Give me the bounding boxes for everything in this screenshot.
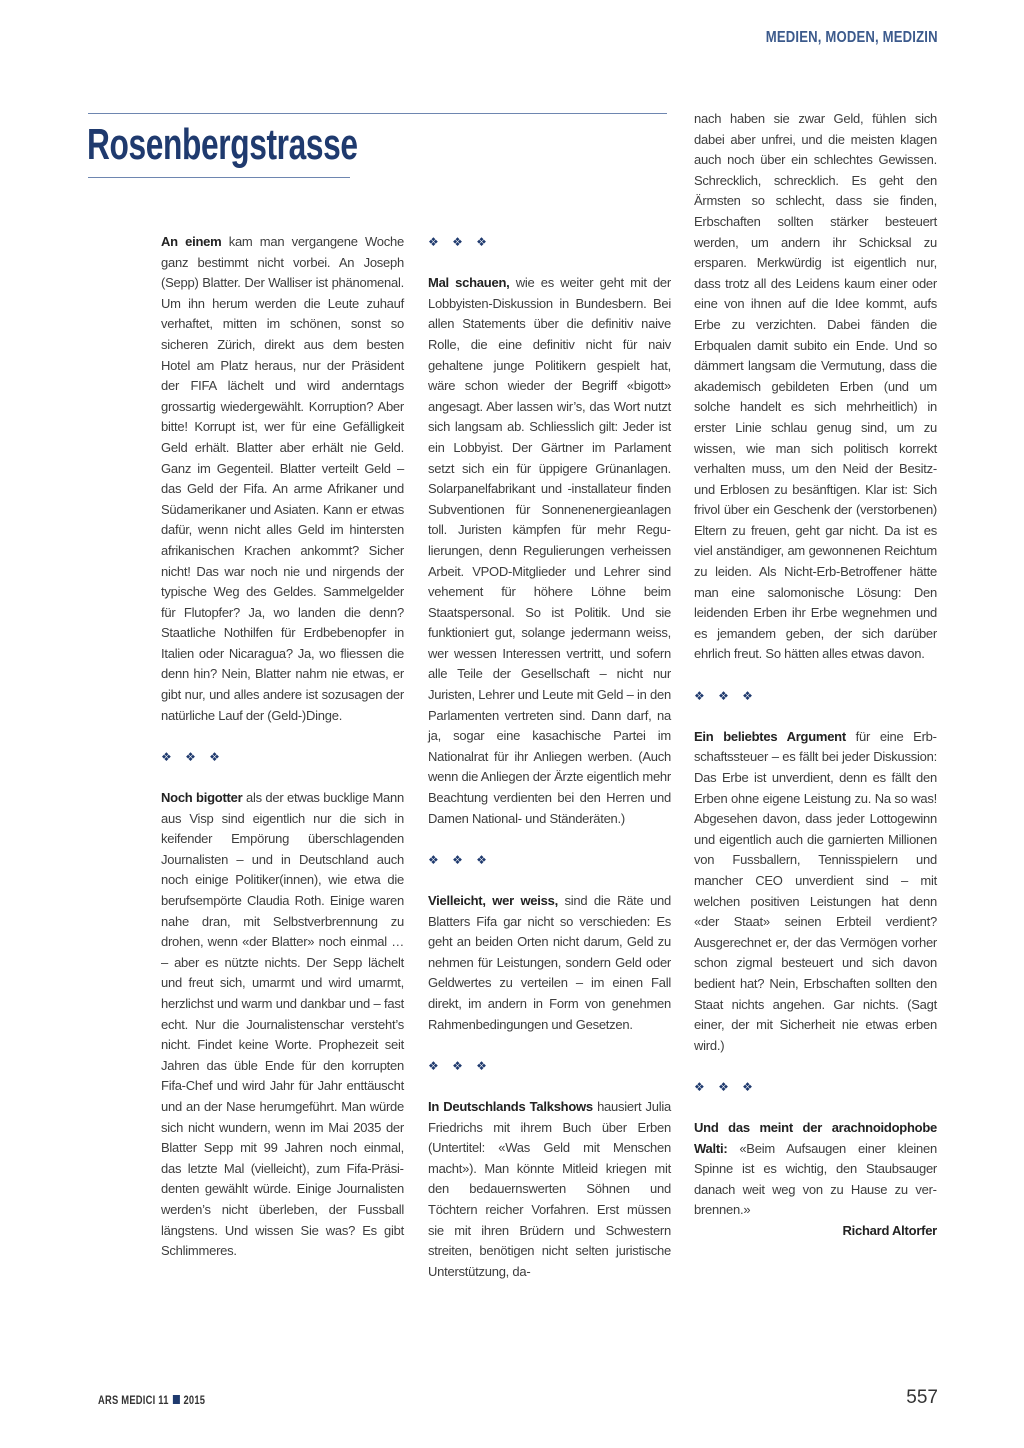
- column-2: [428, 232, 671, 1282]
- paragraph-lead: An einem: [161, 234, 222, 249]
- paragraph: [428, 891, 671, 1035]
- paragraph-text: kam man vergangene Woche ganz bestimmt nicht vorbei. An Joseph (Sepp) Blatter. Der Walliser ist phänomenal. Um ihn herum werden die Leute zuhauf verhaftet, mitten im schönen, sonst so sicheren Zürich, direkt aus dem besten Hotel am Platz heraus, nur der Präsident der FIFA lächelt und wird anderntags grossartig wiedergewählt. Korruption? Aber bitte! Korrupt ist, wer für eine Gefälligkeit Geld erhält. Blatter aber erhält nie Geld. Ganz im Gegenteil. Blatter verteilt Geld – das Geld der Fifa. An arme Afrikaner und Südamerikaner und Asiaten. Kann er etwas dafür, wenn nicht alles Geld im hintersten afrikanischen Krachen ankommt? Sicher nicht! Das war noch nie und nirgends der typische Weg des Geldes. Sammelgelder für Flutopfer? Ja, wo landen die denn? Staatliche Nothilfen für Erdbebenopfer in Italien oder Nicaragua? Ja, wo fliessen die denn hin? Nein, Blatter nahm nie etwas, er gibt nur, und alles andere ist sozusagen der natürliche Lauf der (Geld-)Dinge.: [161, 234, 404, 723]
- paragraph-text: sind die Räte und Blatters Fifa gar nicht so verschieden: Es geht an beiden Orten nicht darum, Geld zu nehmen für Leistungen, sondern Geld oder Geldwertes zu verteilen – im einen Fall direkt, im andern in Form von genehmen Rahmenbedingungen und Gesetzen.: [428, 893, 672, 1032]
- publication-name: ARS MEDICI 11: [98, 1393, 169, 1407]
- column-3: [694, 109, 937, 1242]
- paragraph: [694, 1118, 937, 1221]
- separator-diamonds-icon: ❖ ❖ ❖: [428, 235, 492, 249]
- paragraph: [161, 232, 404, 726]
- column-1: [161, 232, 404, 1262]
- paragraph-text: «Beim Aufsaugen einer kleinen Spinne ist es wichtig, den Staubsauger danach weit weg von zu Hause zu verbrennen.»: [694, 1140, 937, 1218]
- top-rule: [88, 113, 667, 114]
- separator-diamonds-icon: ❖ ❖ ❖: [694, 1079, 758, 1094]
- spacer: [428, 829, 671, 850]
- paragraph-lead: Ein beliebtes Argument: [694, 728, 846, 744]
- paragraph: [694, 109, 937, 665]
- paragraph: [428, 1097, 671, 1282]
- paragraph-lead: Mal schauen,: [428, 275, 510, 291]
- paragraph-text: hausiert Julia Friedrichs mit ihrem Buch über Erben (Untertitel: «Was Geld mit Menschen macht»). Man könnte Mitleid kriegen mit den bedauernswerten Söhnen und Töchtern reicher Vorfahren. Erst müssen sie mit ihren Brüdern und Schwestern streiten, benötigen nicht selten juristische Unterstützung, da-: [428, 1098, 671, 1279]
- article-title: Rosenbergstrasse: [87, 120, 358, 169]
- paragraph-lead: In Deutschlands Talkshows: [428, 1098, 593, 1114]
- paragraph-lead: Vielleicht, wer weiss,: [428, 893, 558, 908]
- paragraph: [161, 788, 404, 1262]
- separator-diamonds-icon: ❖ ❖ ❖: [694, 688, 758, 703]
- paragraph-text: für eine Erbschaftssteuer – es fällt bei jeder Diskussion: Das Erbe ist unverdient, denn es fällt den Erben ohne eigene Leistung zu. Na so was! Abgesehen davon, dass jeder Lottogewinn und eigentlich auch die garnierten Millionen von Fussballern, Tennisspielern und mancher CEO unverdient sind – mit welchen positiven Leistungen hat denn «der Staat» seinen Erbteil verdient? Ausgerechnet er, der das Vermögen vorher schon zigmal besteuert und sich davon bedient hat? Nein, Erbschaften sollten den Staat nichts angehen. Gar nichts. (Sagt einer, der mit Sicherheit nie etwas erben wird.): [694, 728, 937, 1053]
- publication-year: 2015: [183, 1393, 206, 1407]
- author-byline: Richard Altorfer: [842, 1223, 937, 1239]
- separator-diamonds-icon: ❖ ❖ ❖: [161, 749, 225, 764]
- section-label: MEDIEN, MODEN, MEDIZIN: [766, 29, 938, 46]
- title-underline: [88, 177, 350, 178]
- paragraph: [694, 727, 937, 1057]
- paragraph: [428, 273, 671, 829]
- spacer: [161, 726, 404, 747]
- spacer: [694, 1056, 937, 1077]
- spacer: [428, 1035, 671, 1056]
- separator-diamonds-icon: ❖ ❖ ❖: [428, 1058, 492, 1073]
- paragraph-text: wie es weiter geht mit der Lobbyisten-Diskussion in Bundesbern. Bei allen Statements über die definitiv naive Rolle, die eine definitiv nicht für naiv gehaltene junge Politikern gespielt hat, wäre schon wieder der Begriff «bigott» angesagt. Aber lassen wir’s, das Wort nutzt sich langsam ab. Schliesslich gilt: Jeder ist ein Lobbyist. Der Gärtner im Parlament setzt sich ein für üppigere Grünanlagen. Solarpanelfabrikant und -installateur finden Subventionen für Sonnenenergieanlagen toll. Juristen kämpfen für mehr Regulierungen, denn Regulierungen verheissen Arbeit. VPOD-Mitglieder und Lehrer sind vehement für höhere Löhne beim Staatspersonal. So ist Politik. Und sie funktioniert gut, solange jedermann weiss, wer wessen Interessen vertritt, und sofern alle Teile der Gesellschaft – nicht nur Juristen, Lehrer und Leute mit Geld – in den Parlamenten vertreten sind. Dann darf, na ja, sogar eine kasachische Partei im Nationalrat für ihr Anliegen werben. (Auch wenn die Anliegen der Ärzte eigentlich mehr Beachtung verdienten bei den Herren und Damen National- und Ständeräten.): [428, 275, 671, 826]
- paragraph-text: nach haben sie zwar Geld, fühlen sich dabei aber unfrei, und die meisten klagen auch noch über ein schlechtes Gewissen. Schrecklich, schrecklich. Es geht den Ärmsten so schlecht, dass sie finden, Erbschaften sollten stärker besteuert werden, um andern ihr Schicksal zu ersparen. Merkwürdig ist eigentlich nur, dass trotz all des Leidens kaum einer oder eine von ihnen auf die Idee kommt, aufs Erbe zu verzichten. Dabei fänden die Erbqualen damit subito ein Ende. Und so dämmert langsam die Vermutung, dass die akademisch gebildeten Erben (und um solche handelt es sich mehrheitlich) in erster Linie schlau genug sind, um zu wissen, wie man sich politisch korrekt verhalten muss, um den Neid der Besitz- und Erblosen zu besänftigen. Klar ist: Sich frivol über ein Geschenk der (verstorbenen) Eltern zu freuen, geht gar nicht. Da ist es viel anständiger, am gewonnenen Reichtum zu leiden. Als Nicht-Erb-Betroffener hätte man eine salomonische Lösung: Den leidenden Erben ihr Erbe wegnehmen und es jemandem geben, der sich darüber ehrlich freut. So hätten alles etwas davon.: [694, 111, 937, 662]
- page-number: 557: [906, 1387, 938, 1408]
- footer-publication: [98, 1393, 205, 1407]
- paragraph-text: als der etwas bucklige Mann aus Visp sind eigentlich nur die sich in keifender Empörung überschlagenden Journalisten – und in Deutschland auch noch einige Politiker(innen), wie etwa die berufsempörte Claudia Roth. Einige waren nahe dran, mit Selbstverbrennung zu drohen, wenn «der Blatter» noch einmal … – aber es nützte nichts. Der Sepp lächelt und freut sich, umarmt und wird umarmt, herzlichst und warm und dankbar und – fast echt. Nur die Journalistenschar versteht’s nicht. Findet keine Worte. Prophezeit seit Jahren das üble Ende für den korrupten Fifa-Chef und wird Jahr für Jahr enttäuscht und an der Nase herumgeführt. Man würde sich nicht wundern, wenn im Mai 2035 der Blatter Sepp mit 99 Jahren noch einmal, das letzte Mal (vielleicht), zum Fifa-Präsidenten gewählt würde. Einige Journalisten werden’s nicht überleben, der Fussball längstens. Und wissen Sie was? Es gibt Schlimmeres.: [161, 790, 404, 1259]
- square-bullet-icon: [173, 1395, 180, 1404]
- paragraph-lead: Und das meint der arachnoidophobe Walti:: [694, 1120, 937, 1156]
- spacer: [694, 665, 937, 686]
- separator-diamonds-icon: ❖ ❖ ❖: [428, 852, 492, 867]
- paragraph-lead: Noch bigotter: [161, 790, 243, 806]
